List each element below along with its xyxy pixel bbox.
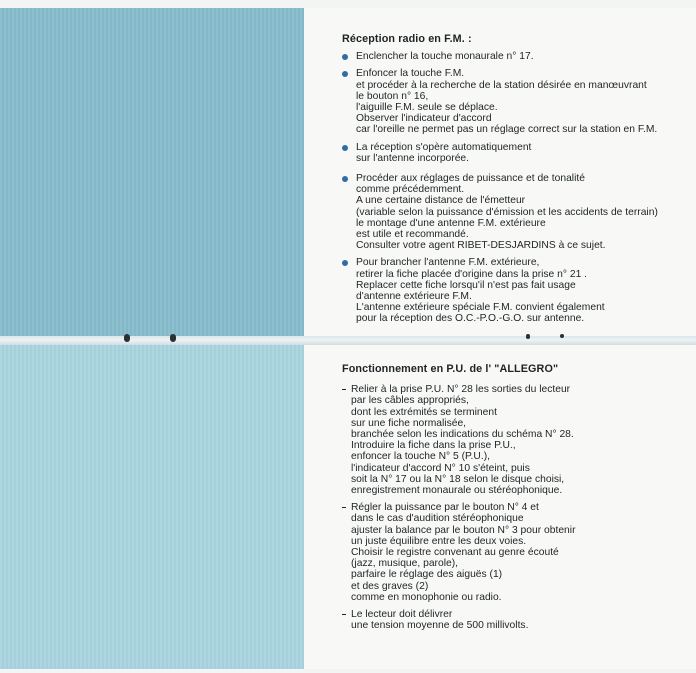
bullet-icon [342, 176, 348, 182]
item-text: A une certaine distance de l'émetteur [356, 195, 526, 207]
item-text: Replacer cette fiche lorsqu'il n'est pas fait usage [356, 279, 576, 291]
pu-instruction-list [342, 384, 694, 631]
fm-instruction-list [342, 51, 694, 324]
item-text: sur une fiche normalisée, [351, 417, 467, 429]
item-text: dans le cas d'audition stéréophonique [351, 513, 524, 525]
dash-icon [342, 389, 346, 390]
item-text: et procéder à la recherche de la station désirée en manœuvrant [356, 79, 647, 91]
item-text: Introduire la fiche dans la prise P.U., [351, 440, 516, 452]
item-text: l'aiguille F.M. seule se déplace. [356, 102, 498, 114]
blue-panel-top [0, 8, 304, 338]
item-text: le montage d'une antenne F.M. extérieure [356, 217, 546, 229]
dash-icon [342, 507, 346, 508]
item-text: (jazz, musique, parole), [351, 558, 459, 570]
item-text: soit la N° 17 ou la N° 18 selon le disque choisi, [351, 473, 565, 485]
item-text: par les câbles appropriés, [351, 395, 469, 407]
item-text: La réception s'opère automatiquement [356, 141, 532, 153]
list-item [342, 173, 694, 251]
bullet-icon [342, 260, 348, 266]
list-item [342, 502, 694, 603]
list-item [342, 384, 694, 496]
item-text: le bouton n° 16, [356, 90, 429, 102]
item-text: Enclencher la touche monaurale n° 17. [356, 51, 534, 63]
item-text: L'antenne extérieure spéciale F.M. convient également [356, 302, 605, 314]
item-text: Choisir le registre convenant au genre écouté [351, 547, 559, 559]
item-text: sur l'antenne incorporée. [356, 152, 470, 164]
item-text: l'indicateur d'accord N° 10 s'éteint, puis [351, 462, 530, 474]
item-text: enfoncer la touche N° 5 (P.U.), [351, 451, 491, 463]
item-text: (variable selon la puissance d'émission et les accidents de terrain) [356, 206, 658, 218]
item-text: Régler la puissance par le bouton N° 4 et [351, 502, 539, 514]
item-text: ajuster la balance par le bouton N° 3 pour obtenir [351, 524, 576, 536]
item-text: enregistrement monaurale ou stéréophonique. [351, 485, 563, 497]
item-text: retirer la fiche placée d'origine dans la prise n° 21 . [356, 268, 588, 280]
item-text: Observer l'indicateur d'accord [356, 113, 492, 125]
list-item [342, 68, 694, 135]
page-top-edge [0, 0, 696, 8]
dash-icon [342, 614, 346, 615]
item-text: Enfoncer la touche F.M. [356, 68, 465, 80]
staple-hole [124, 334, 130, 342]
item-text: comme précédemment. [356, 184, 465, 196]
list-item [342, 609, 694, 631]
item-text: comme en monophonie ou radio. [351, 591, 502, 603]
item-text: branchée selon les indications du schéma N° 28. [351, 429, 574, 441]
list-item [342, 257, 694, 324]
staple-hole [170, 334, 176, 342]
page-fold [0, 336, 696, 345]
bullet-icon [342, 54, 348, 60]
item-text: Le lecteur doit délivrer [351, 609, 453, 621]
blue-panel-bottom [0, 344, 304, 669]
item-text: et des graves (2) [351, 580, 429, 592]
item-text: Consulter votre agent RIBET-DESJARDINS à ce sujet. [356, 240, 606, 252]
pu-operation-section [342, 364, 694, 637]
bullet-icon [342, 145, 348, 151]
fm-section-title: Réception radio en F.M. : [342, 33, 472, 45]
list-item [342, 142, 694, 164]
item-text: dont les extrémités se terminent [351, 406, 497, 418]
item-text: une tension moyenne de 500 millivolts. [351, 620, 529, 632]
item-text: est utile et recommandé. [356, 229, 469, 241]
item-text: pour la réception des O.C.-P.O.-G.O. sur antenne. [356, 313, 585, 325]
item-text: parfaire le réglage des aiguës (1) [351, 569, 503, 581]
item-text: Procéder aux réglages de puissance et de tonalité [356, 173, 585, 185]
list-item [342, 51, 694, 62]
bullet-icon [342, 71, 348, 77]
item-text: d'antenne extérieure F.M. [356, 291, 472, 303]
item-text: un juste équilibre entre les deux voies. [351, 535, 527, 547]
item-text: car l'oreille ne permet pas un réglage correct sur la station en F.M. [356, 124, 658, 136]
fm-reception-section [342, 34, 694, 331]
pu-section-title: Fonctionnement en P.U. de l' "ALLEGRO" [342, 363, 559, 375]
item-text: Relier à la prise P.U. N° 28 les sorties du lecteur [351, 384, 571, 396]
staple-hole [560, 334, 564, 338]
staple-hole [526, 334, 530, 339]
item-text: Pour brancher l'antenne F.M. extérieure, [356, 257, 540, 269]
